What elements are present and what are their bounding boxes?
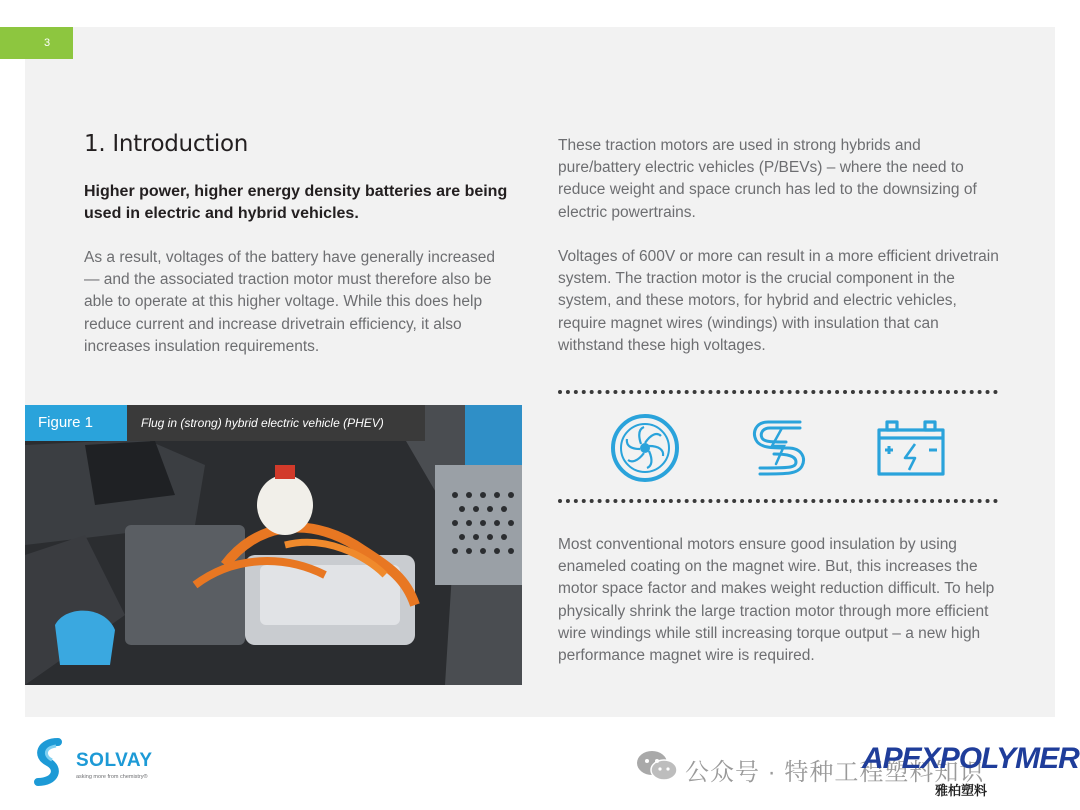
section-title: 1. Introduction <box>84 131 249 157</box>
lead-text: Higher power, higher energy density batteries are being used in electric and hybrid vehicles. <box>84 183 508 222</box>
figure-1 <box>25 405 522 685</box>
battery-icon <box>873 410 949 486</box>
figure-label: Figure 1 <box>25 405 127 441</box>
traction-paragraph: These traction motors are used in strong hybrids and pure/battery electric vehicles (P/BEVs) – where the need to reduce weight and space crunch has led to the downsizing of electric powertrains. <box>558 137 977 221</box>
apex-polymer-logo: APEXPOLYMER <box>862 742 1079 775</box>
engine-bay-photo <box>25 405 522 685</box>
page-number: 3 <box>0 27 73 59</box>
dotted-divider-bottom <box>558 499 998 503</box>
magnet-wire-paragraph: Most conventional motors ensure good insulation by using enameled coating on the magnet wire. But, this increases the motor space factor and makes weight reduction difficult. To help physically shrink the large traction motor through more efficient wire windings while still increasing torque output – a new high performance magnet wire is required. <box>558 536 995 665</box>
wire-coil-icon <box>742 410 818 486</box>
voltage-paragraph: Voltages of 600V or more can result in a more efficient drivetrain system. The traction motor is the crucial component in the system, and these motors, for hybrid and electric vehicles, require magnet wires (windings) with insulation that can withstand these high voltages. <box>558 248 999 354</box>
solvay-tagline: asking more from chemistry® <box>76 774 148 780</box>
dotted-divider-top <box>558 390 998 394</box>
motor-fan-icon <box>607 410 683 486</box>
figure-caption: Flug in (strong) hybrid electric vehicle (PHEV) <box>127 405 425 441</box>
wechat-account-text: 公众号 · 特种工程塑料知识 <box>685 759 985 786</box>
intro-paragraph: As a result, voltages of the battery have generally increased — and the associated traction motor must therefore also be able to operate at this higher voltage. While this does help reduce current and increase drivetrain efficiency, it also increases insulation requirements. <box>84 249 495 355</box>
wechat-icon <box>636 749 678 783</box>
solvay-brand: SOLVAY <box>76 750 153 771</box>
apex-polymer-chinese: 雅柏塑料 <box>935 783 988 798</box>
solvay-logo-icon <box>30 738 70 786</box>
